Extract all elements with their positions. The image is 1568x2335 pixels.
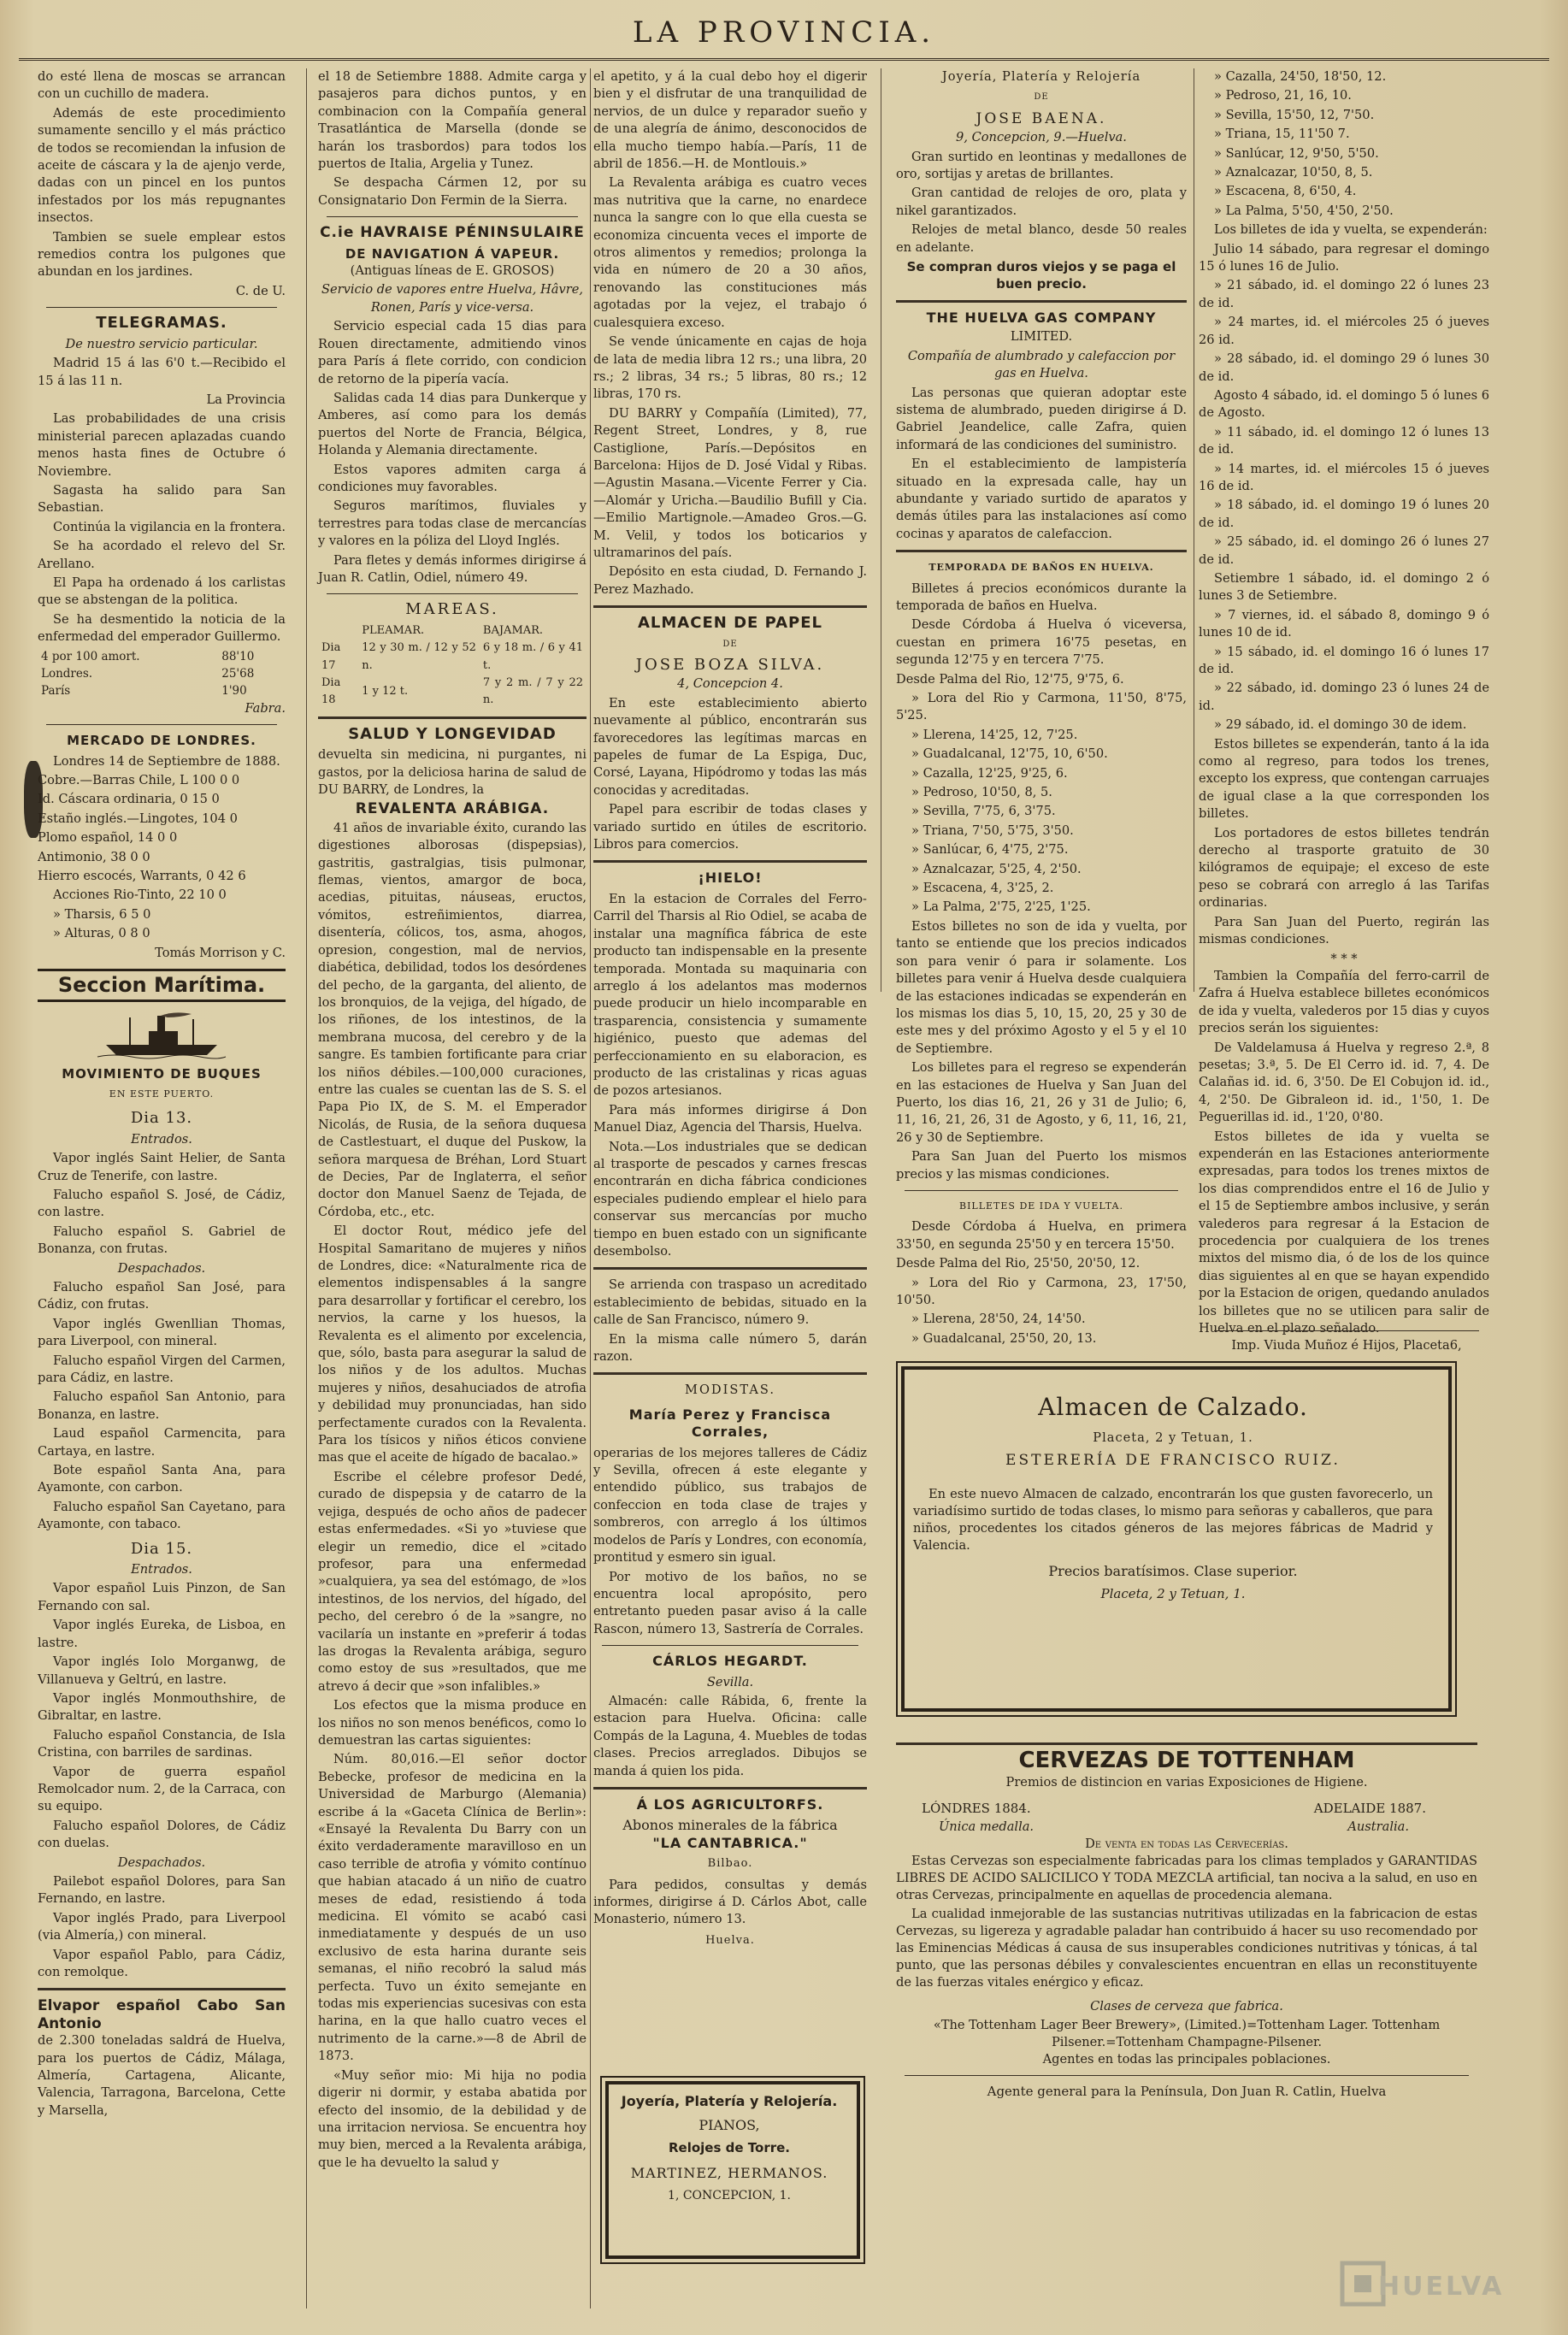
fare-line: » Aznalcazar, 5'25, 4, 2'50.: [911, 861, 1082, 876]
column-rule: [306, 68, 307, 2308]
divider: [896, 1742, 1477, 1745]
tottenham-advert: [896, 1736, 1477, 2100]
market-line: » Alturas, 0 8 0: [53, 926, 150, 941]
fare-line: » La Palma, 2'75, 2'25, 1'25.: [911, 899, 1091, 915]
telegram: El Papa ha ordenado á los carlistas que se abstengan de la politica.: [38, 575, 286, 608]
joyeria-title: Joyería, Platería y Relojería.: [621, 2093, 838, 2109]
havraise-subtitle: (Antiguas líneas de E. GROSOS): [350, 263, 555, 279]
paragraph: En este establecimiento abierto nuevamente al público, encontrarán sus favorecedores las legítimas marcas en papeles de fumar de La Espiga, Duc, Corsé, Layana, Hipódromo y todas las más conocidas y acreditadas.: [593, 695, 867, 798]
paragraph: Escribe el célebre profesor Dedé, curado de dispepsia y de catarro de la vejiga, después de ocho años de padecer estas enfermedades. «Si yo »tuviese que elegir un remedio, dice el »citado profesor, para una enfermedad »cualquiera, ya sea del estómago, de »los intestinos, de los nervios, del hígado, del pecho, del cerebro ó de la »sangre, no vacilaría un instante en »preferir á todas las drogas la Revalenta arábiga, seguro como estoy de sus »resultados, que me atrevo á decir que »son infalibles.»: [318, 1469, 587, 1694]
telegram: Se ha acordado el relevo del Sr. Arellano.: [38, 539, 286, 571]
date-line: » 11 sábado, id. el domingo 12 ó lunes 13 de id.: [1199, 424, 1489, 457]
havraise-subtitle: DE NAVIGATION Á VAPEUR.: [345, 245, 560, 262]
hegardt-title: CÁRLOS HEGARDT.: [652, 1653, 808, 1670]
ship-entry: Falucho español S. Gabriel de Bonanza, con frutas.: [38, 1224, 286, 1257]
tides-header: BAJAMAR.: [482, 623, 544, 637]
paragraph: Para San Juan del Puerto los mismos precios y las mismas condiciones.: [896, 1149, 1187, 1182]
calzado-name: ESTERERÍA DE FRANCISCO RUIZ.: [1005, 1452, 1341, 1469]
imprint-text: Imp. Viuda Muñoz é Hijos, Placeta6,: [1231, 1338, 1462, 1353]
divider: [318, 716, 587, 719]
paragraph: En la estacion de Corrales del Ferro-Carril del Tharsis al Rio Odiel, se acaba de instalar una magnífica fábrica de este producto tan indispensable en la presente temporada. Montada su maquinaria con arreglo á los adelantos mas modernos puede producir un hielo incomparable en trasparencia, consistencia y sumamente higiénico, puesto que ademas del perfeccionamiento en su elaboracion, es producto de las cristalinas y ricas aguas de pozos artesianos.: [593, 891, 867, 1099]
paragraph: devuelta sin medicina, ni purgantes, ni gastos, por la deliciosa harina de salud de DU BARRY, de Londres, la: [318, 747, 587, 798]
ship-entry: Bote español Santa Ana, para Ayamonte, con carbon.: [38, 1463, 286, 1495]
paragraph: En este nuevo Almacen de calzado, encontrarán los que gusten favorecerlo, un variadísimo surtido de todas clases, lo mismo para señoras y caballeros, que para niños, procedentes los citados géneros de las mejores fábricas de Madrid y Valencia.: [913, 1487, 1433, 1553]
rates-source: Fabra.: [245, 700, 286, 716]
baena-title: Joyería, Platería y Relojería: [941, 69, 1141, 84]
fare-line: » Sanlúcar, 12, 9'50, 5'50.: [1214, 145, 1379, 161]
market-line: Estaño inglés.—Lingotes, 104 0: [38, 811, 238, 826]
day-heading: Dia 15.: [130, 1539, 193, 1558]
date-line: Agosto 4 sábado, id. el domingo 5 ó lunes 6 de Agosto.: [1199, 387, 1489, 421]
telegrams-source: La Provincia: [206, 392, 286, 407]
rate-city: París: [41, 684, 71, 699]
paragraph: Tambien la Compañía del ferro-carril de Zafra á Huelva establece billetes económicos de ida y vuelta, valederos por 15 dias y cuyos precios serán los siguientes:: [1199, 968, 1489, 1036]
tottenham-clases-list: «The Tottenham Lager Beer Brewery», (Limited.)=Tottenham Lager. Tottenham Pilsener.=Tottenham Champagne-Pilsener.: [933, 2018, 1441, 2049]
paragraph: Núm. 80,016.—El señor doctor Bebecke, profesor de medicina en la Universidad de Marburgo (Alemania) escribe á la «Gaceta Clínica de Berlin»: «Ensayé la Revalenta Du Barry con un éxito verdaderamente maravilloso en un caso terrible de atrofia y vómito contínuo que habian atacado á un niño de cuatro meses de edad, resistiendo á toda medicina. El vómito se acabó casi inmediatamente y después de un uso exclusivo de esta harina durante seis semanas, el niño recobró la salud más perfecta. Tuvo un éxito semejante en todas mis experiencias sucesivas con esta harina, en la que hallo cuatro veces el nutrimento de la carne.»—8 de Abril de 1873.: [318, 1752, 587, 2064]
paragraph: Seguros marítimos, fluviales y terrestres para todas clase de mercancías y valores en la póliza del Lloyd Inglés.: [318, 498, 587, 549]
baena-address: 9, Concepcion, 9.—Huelva.: [956, 130, 1127, 145]
tides-header: PLEAMAR.: [362, 623, 425, 637]
ship-entry: Falucho español San Cayetano, para Ayamonte, con tabaco.: [38, 1499, 286, 1532]
paragraph: Tambien se suele emplear estos remedios contra los pulgones que abundan en los jardines.: [38, 229, 286, 280]
date-line: » 7 viernes, id. el sábado 8, domingo 9 ó lunes 10 de id.: [1199, 607, 1489, 640]
paragraph: Salidas cada 14 dias para Dunkerque y Amberes, así como para los demás puertos del Norte de Francia, Bélgica, Holanda y Alemania directamente.: [318, 390, 587, 458]
havraise-title: C.ie HAVRAISE PÉNINSULAIRE: [320, 224, 585, 242]
award-london: LÓNDRES 1884.: [922, 1801, 1031, 1816]
hegardt-city: Sevilla.: [706, 1674, 754, 1689]
date-line: » 29 sábado, id. el domingo 30 de idem.: [1214, 717, 1467, 733]
market-line: Antimonio, 38 0 0: [38, 849, 150, 864]
fare-line: » Cazalla, 12'25, 9'25, 6.: [911, 765, 1068, 781]
tides-day: Dia 18: [321, 676, 341, 707]
divider: [896, 550, 1187, 552]
divider: [327, 216, 578, 217]
award-adelaide: ADELAIDE 1887.: [1313, 1801, 1426, 1816]
calzado-address: Placeta, 2 y Tetuan, 1.: [1100, 1586, 1246, 1601]
market-line: Hierro escocés, Warrants, 0 42 6: [38, 869, 246, 884]
paragraph: Estas Cervezas son especialmente fabricadas para los climas templados y GARANTIDAS LIBRES DE ACIDO SALICILICO Y TODA MEZCLA artificial, tan nociva a la salud, en uso en otras Cervezas, principalmente en aquellas de procedencia alemana.: [896, 1854, 1477, 1902]
gas-subtitle: LIMITED.: [1010, 329, 1073, 345]
tottenham-venta: De venta en todas las Cervecerías.: [1085, 1837, 1288, 1851]
idav-title: BILLETES DE IDA Y VUELTA.: [958, 1200, 1123, 1212]
gas-subtitle: Compañía de alumbrado y calefaccion por gas en Huelva.: [907, 348, 1176, 381]
paragraph: Las personas que quieran adoptar este sistema de alumbrado, pueden dirigirse á D. Gabriel Jeandelice, calle Zafra, quien informará de las condiciones del suministro.: [896, 385, 1187, 452]
revalenta-title: REVALENTA ARÁBIGA.: [355, 800, 550, 818]
divider: [905, 2075, 1469, 2076]
ship-entry: Vapor de guerra español Remolcador num. 2, de la Carraca, con su equipo.: [38, 1764, 286, 1814]
divider: [327, 593, 578, 594]
joyeria-line: Relojes de Torre.: [669, 2140, 790, 2155]
date-line: Julio 14 sábado, para regresar el domingo 15 ó lunes 16 de Julio.: [1199, 241, 1489, 274]
paragraph: Además de este procedimiento sumamente sencillo y el más práctico de todos se recomiendan la infusion de aceite de cáscara y la de ajenjo verde, dadas con un pincel en los puntos infestados por los más repugnantes insectos.: [38, 105, 286, 226]
fare-line: » Triana, 7'50, 5'75, 3'50.: [911, 823, 1074, 838]
banos-title: TEMPORADA DE BAÑOS EN HUELVA.: [928, 562, 1154, 574]
tottenham-title: CERVEZAS DE TOTTENHAM: [1018, 1748, 1355, 1773]
column-5: [1199, 68, 1489, 1336]
market-line: Id. Cáscara ordinaria, 0 15 0: [38, 792, 220, 807]
market-line: Cobre.—Barras Chile, L 100 0 0: [38, 773, 240, 788]
paragraph: Estos billetes se expenderán, tanto á la ida como al regreso, para todos los trenes, excepto los express, que contengan carruajes de igual clase a la que corresponden los billetes.: [1199, 736, 1489, 822]
fare-line: » Sevilla, 15'50, 12, 7'50.: [1214, 107, 1375, 122]
papel-address: 4, Concepcion 4.: [677, 676, 783, 692]
cabo-text: de 2.300 toneladas saldrá de Huelva, para los puertos de Cádiz, Málaga, Almería, Cartagena, Alicante, Valencia, Tarragona, Barcelona, Cette y Marsella,: [38, 2033, 286, 2118]
divider: [602, 1645, 858, 1646]
arrivals-label: Entrados.: [131, 1131, 192, 1147]
tottenham-agentes: Agentes en todas las principales poblaciones.: [1042, 2052, 1331, 2067]
column-1: [38, 68, 286, 2308]
paragraph: En la misma calle número 5, darán razon.: [593, 1331, 867, 1365]
ship-entry: Vapor inglés Eureka, de Lisboa, en lastre.: [38, 1618, 286, 1650]
ship-entry: Vapor inglés Gwenllian Thomas, para Liverpool, con mineral.: [38, 1316, 286, 1349]
award-note: Australia.: [1347, 1819, 1409, 1834]
divider: [593, 860, 867, 863]
tides-high: 1 y 12 t.: [362, 685, 409, 699]
paragraph: Los efectos que la misma produce en los niños no son menos benéficos, como lo demuestran las cartas siguientes:: [318, 1698, 587, 1748]
baena-highlight: Se compran duros viejos y se paga el buen precio.: [906, 259, 1176, 292]
paragraph: De Valdelamusa á Huelva y regreso 2.ª, 8 pesetas; 3.ª, 5. De El Cerro id. id. 7, 4. De Calañas id. id. 6, 3'50. De El Cobujon id. id., 4, 2'50. De Gibraleon id. id., 1'50, 1. De Peguerillas id. id., 1'20, 0'80.: [1199, 1040, 1489, 1125]
paragraph: Relojes de metal blanco, desde 50 reales en adelante.: [896, 222, 1187, 255]
ship-entry: Vapor inglés Monmouthshire, de Gibraltar, en lastre.: [38, 1690, 286, 1724]
paragraph: Papel para escribir de todas clases y variado surtido en útiles de escritorio. Libros para comercios.: [593, 802, 867, 852]
agri-name: "LA CANTABRICA.": [652, 1834, 808, 1851]
paragraph: Desde Córdoba á Huelva ó viceversa, cuestan en primera 16'75 pesetas, en segunda 12'75 y en tercera 7'75.: [896, 617, 1187, 668]
date-line: » 25 sábado, id. el domingo 26 ó lunes 27 de id.: [1199, 534, 1489, 567]
paragraph: Gran surtido en leontinas y medallones de oro, sortijas y aretas de brillantes.: [896, 149, 1187, 182]
date-line: » 18 sábado, id. el domingo 19 ó lunes 20 de id.: [1199, 498, 1489, 530]
calzado-prices: Precios baratísimos. Clase superior.: [1048, 1563, 1298, 1579]
awards-row: [939, 1819, 1409, 1836]
fare-line: » Escacena, 8, 6'50, 4.: [1214, 184, 1357, 199]
date-line: » 24 martes, id. el miércoles 25 ó jueves 26 id.: [1199, 315, 1489, 347]
movement-title: MOVIMIENTO DE BUQUES: [62, 1065, 262, 1082]
paragraph: Desde Córdoba á Huelva, en primera 33'50, en segunda 25'50 y en tercera 15'50.: [896, 1219, 1187, 1252]
paragraph: Estos billetes no son de ida y vuelta, por tanto se entiende que los precios indicados son para venir ó para ir solamente. Los billetes para venir á Huelva desde cualquiera de las estaciones indicadas se expenderán en los mismas los dias 5, 10, 15, 20, 25 y 30 de este mes y del próximo Agosto y el 5 y el 10 de Septiembre.: [896, 918, 1187, 1056]
calzado-address: Placeta, 2 y Tetuan, 1.: [1093, 1430, 1253, 1445]
tides-low: 7 y 2 m. / 7 y 22 n.: [482, 676, 583, 707]
date-line: » 14 martes, id. el miércoles 15 ó jueves 16 de id.: [1199, 461, 1489, 493]
fare-line: » Triana, 15, 11'50 7.: [1214, 127, 1350, 142]
market-line: » Tharsis, 6 5 0: [53, 906, 151, 922]
imprint: [1205, 1324, 1488, 1353]
day-heading: Dia 13.: [130, 1109, 193, 1128]
paragraph: Se despacha Cármen 12, por su Consignatario Don Fermin de la Sierra.: [318, 175, 587, 208]
divider: [46, 724, 277, 725]
column-4: [896, 68, 1187, 1346]
paragraph: Estos billetes de ida y vuelta se expenderán en las Estaciones anteriormente expresadas, para todos los trenes mixtos de los dias comprendidos entre el 16 de Julio y el 15 de Septiembre ambos inclusive, y serán valederos para regresar á la Estacion de procedencia por cualquiera de los trenes mixtos del mismo dia, ó de los de los quince dias siguientes al en que se hayan expendido por la Estacion de origen, quedando anulados los billetes que no se utilicen para salir de Huelva en el plazo señalado.: [1199, 1129, 1489, 1336]
tottenham-subtitle: Premios de distincion en varias Exposiciones de Higiene.: [1005, 1775, 1368, 1790]
arrivals-label: Entrados.: [131, 1562, 192, 1577]
telegrams-title: TELEGRAMAS.: [96, 314, 227, 333]
paragraph: Se arrienda con traspaso un acreditado establecimiento de bebidas, situado en la calle de San Francisco, número 9.: [593, 1277, 867, 1328]
ship-entry: Falucho español S. José, de Cádiz, con lastre.: [38, 1187, 286, 1220]
paragraph: Los billetes de ida y vuelta, se expenderán:: [1214, 222, 1488, 238]
column-rule: [590, 68, 591, 2308]
telegram: Se ha desmentido la noticia de la enfermedad del emperador Guillermo.: [38, 611, 286, 645]
market-source: Tomás Morrison y C.: [155, 945, 286, 960]
column-2: [318, 68, 587, 2308]
paragraph: Por motivo de los baños, no se encuentra local apropósito, pero entretanto pueden pasar aviso á la calle Rascon, número 13, Sastrería de Corrales.: [593, 1569, 867, 1636]
paragraph: Estos vapores admiten carga á condiciones muy favorables.: [318, 462, 587, 494]
fare-line: » Escacena, 4, 3'25, 2.: [911, 881, 1054, 896]
awards-row: [922, 1800, 1426, 1817]
fare-line: » Cazalla, 24'50, 18'50, 12.: [1214, 69, 1387, 84]
paragraph: Se vende únicamente en cajas de hoja de lata de media libra 12 rs.; una libra, 20 rs.; 2 libras, 34 rs.; 5 libras, 80 rs.; 12 libras, 170 rs.: [593, 334, 867, 402]
paragraph: Servicio especial cada 15 dias para Rouen directamente, admitiendo vinos para París á flete corrido, con condicion de retorno de la pipería vacía.: [318, 319, 587, 386]
fare-line: Desde Palma del Rio, 25'50, 20'50, 12.: [896, 1256, 1141, 1271]
bond-label: 4 por 100 amort.: [41, 649, 140, 663]
ship-entry: Pailebot español Dolores, para San Fernando, en lastre.: [38, 1873, 286, 1907]
joyeria-line: PIANOS,: [699, 2117, 760, 2133]
tides-low: 6 y 18 m. / 6 y 41 t.: [482, 641, 583, 672]
departures-label: Despachados.: [117, 1260, 206, 1276]
havraise-subtitle: Servicio de vapores entre Huelva, Hâvre, Ronen, París y vice-versa.: [321, 282, 583, 315]
ship-entry: Falucho español Constancia, de Isla Cristina, con barriles de sardinas.: [38, 1727, 286, 1760]
movement-subtitle: EN ESTE PUERTO.: [109, 1088, 215, 1100]
fare-line: » Sevilla, 7'75, 6, 3'75.: [911, 804, 1056, 819]
papel-de: DE: [722, 639, 738, 649]
ship-icon: [97, 1009, 226, 1060]
paragraph: el 18 de Setiembre 1888. Admite carga y pasajeros para dichos puntos, y en combinacion con la Compañía general Trasatlántica de Marsella (donde se harán los trasbordos) para todos los puertos de Italia, Argelia y Tunez.: [318, 69, 587, 172]
telegrams-date: Madrid 15 á las 6'0 t.—Recibido el 15 á las 11 n.: [38, 356, 286, 388]
ship-entry: Vapor inglés Saint Helier, de Santa Cruz de Tenerife, con lastre.: [38, 1151, 286, 1183]
divider: [46, 307, 277, 308]
bond-value: 88'10: [221, 649, 255, 663]
paragraph: DU BARRY y Compañía (Limited), 77, Regent Street, Londres, y 8, rue Castiglione, París.—Depósitos en Barcelona: Hijos de D. José Vidal y Ribas. —Agustin Masana.—Vicente Ferrer y Cia.—Alomár y Uricha.—Baudilio Bufill y Cia.—Emilio Martignole.—Amadeo Gros.—G. M. Velil, y todos los boticarios y ultramarinos del país.: [593, 405, 867, 560]
fare-line: » Guadalcanal, 12'75, 10, 6'50.: [911, 746, 1108, 762]
agri-title: Á LOS AGRICULTORFS.: [636, 1795, 824, 1813]
library-watermark: [1337, 2232, 1542, 2318]
paragraph: Gran cantidad de relojes de oro, plata y nikel garantizados.: [896, 186, 1187, 218]
date-line: Setiembre 1 sábado, id. el domingo 2 ó lunes 3 de Setiembre.: [1199, 570, 1489, 604]
tottenham-clases: Clases de cerveza que fabrica.: [1090, 1999, 1283, 2014]
market-date: Londres 14 de Septiembre de 1888.: [53, 753, 280, 769]
fare-line: » Llerena, 28'50, 24, 14'50.: [911, 1312, 1086, 1327]
telegram: Continúa la vigilancia en la frontera.: [53, 519, 286, 534]
baena-name: JOSE BAENA.: [976, 109, 1107, 127]
baena-de: DE: [1034, 92, 1049, 103]
divider: [38, 1988, 286, 1990]
cabo-title: Elvapor español Cabo San Antonio: [38, 1997, 286, 2032]
papel-name: JOSE BOZA SILVA.: [635, 656, 825, 674]
calzado-advert: [913, 1375, 1433, 1604]
date-line: » 28 sábado, id. el domingo 29 ó lunes 30 de id.: [1199, 351, 1489, 384]
paragraph: Para fletes y demás informes dirigirse á Juan R. Catlin, Odiel, número 49.: [318, 552, 587, 585]
divider: [896, 300, 1187, 303]
ship-entry: Vapor inglés Iolo Morganwg, de Villanueva y Geltrú, en lastre.: [38, 1654, 286, 1687]
modistas-title: MODISTAS.: [685, 1383, 775, 1398]
ship-entry: Falucho español Virgen del Carmen, para Cádiz, en lastre.: [38, 1353, 286, 1385]
fare-line: » Llerena, 14'25, 12, 7'25.: [911, 727, 1078, 742]
stars-separator: * * *: [1330, 951, 1358, 966]
joyeria-line: 1, CONCEPCION, 1.: [668, 2189, 791, 2202]
date-line: » 21 sábado, id. el domingo 22 ó lunes 23 de id.: [1199, 278, 1489, 310]
ship-entry: Vapor inglés Prado, para Liverpool (via Almería,) con mineral.: [38, 1910, 286, 1943]
paragraph: La Revalenta arábiga es cuatro veces mas nutritiva que la carne, no enardece nunca la sangre con lo que ella cuesta se economiza cincuenta veces el importe de otros alimentos y remedios; prolonga la vida en número de 20 a 30 años, renovando las constituciones más agotadas por la vejez, el trabajo ó cualesquiera exceso.: [593, 175, 867, 330]
divider: [593, 1267, 867, 1270]
masthead-rule: [19, 58, 1549, 61]
tides-title: MAREAS.: [405, 600, 499, 619]
award-note: Única medalla.: [939, 1819, 1035, 1834]
masthead-title: LA PROVINCIA.: [632, 15, 936, 50]
tides-table: [318, 622, 587, 710]
paragraph: Billetes á precios económicos durante la temporada de baños en Huelva.: [896, 581, 1187, 613]
fare-line: » Lora del Rio y Carmona, 23, 17'50, 10'50.: [896, 1275, 1187, 1307]
paragraph: «Muy señor mio: Mi hija no podia digerir ni dormir, y estaba abatida por efecto del insomio, de la debilidad y de una irritacion nerviosa. Se encuentra hoy muy bien, merced a la Revalenta arábiga, que le ha devuelto la salud y: [318, 2067, 587, 2170]
divider: [593, 1787, 867, 1790]
agri-city: Huelva.: [705, 1933, 755, 1947]
divider: [593, 1372, 867, 1375]
hielo-title: ¡HIELO!: [698, 870, 763, 887]
rate-value: 25'68: [221, 667, 255, 681]
fare-line: » Pedroso, 10'50, 8, 5.: [911, 785, 1052, 800]
ship-entry: Falucho español San Antonio, para Bonanza, en lastre.: [38, 1389, 286, 1422]
tottenham-agente: Agente general para la Península, Don Juan R. Catlin, Huelva: [987, 2084, 1387, 2099]
market-line: Acciones Rio-Tinto, 22 10 0: [53, 887, 227, 903]
paragraph: La cualidad inmejorable de las sustancias nutritivas utilizadas en la fabricacion de estas Cervezas, su ligereza y agradable paladar han contribuido á hacer su uso recomendado por las Eminencias Médicas á causa de sus insuperables condiciones nutritivas y tónicas, á tal punto, que las personas débiles y convalescientes encuentran en ellas un reconstituyente de las fuerzas vitales enérgico y eficaz.: [896, 1907, 1477, 1990]
market-title: MERCADO DE LONDRES.: [67, 733, 256, 749]
paragraph: Los billetes para el regreso se expenderán en las estaciones de Huelva y San Juan del Puerto, los dias 16, 21, 26 y 31 de Julio; 6, 11, 16, 21, 26, 31 de Agosto, y 6, 11, 16, 21, 26 y 30 de Septiembre.: [896, 1060, 1187, 1145]
paragraph: Para más informes dirigirse á Don Manuel Diaz, Agencia del Tharsis, Huelva.: [593, 1102, 867, 1135]
agri-subtitle: Abonos minerales de la fábrica: [622, 1817, 838, 1834]
paragraph: El doctor Rout, médico jefe del Hospital Samaritano de mujeres y niños de Londres, dice: «Naturalmente rica de elementos indispensables á la sangre para desarrollar y fortificar el cerebro, los nervios, la carne y los huesos, la Revalenta es el alimento por excelencia, que, sólo, basta para asegurar la salud de los niños y de los adultos. Muchas mujeres y niños, desahuciados de atrofia y debilidad muy pronunciadas, han sido perfectamente curados con la Revalenta. Para los tísicos y niños éticos conviene mas que el aceite de hígado de bacalao.»: [318, 1224, 587, 1465]
salud-title: SALUD Y LONGEVIDAD: [348, 724, 557, 743]
calzado-title: Almacen de Calzado.: [1038, 1393, 1308, 1421]
modistas-name: María Perez y Francisca Corrales,: [628, 1406, 832, 1441]
paragraph: Depósito en esta ciudad, D. Fernando J. Perez Mazhado.: [593, 564, 867, 597]
joyeria-advert: [612, 2086, 846, 2204]
gas-title: THE HUELVA GAS COMPANY: [926, 309, 1157, 326]
exchange-rates: [38, 648, 286, 700]
agri-city: Bilbao.: [707, 1857, 753, 1871]
fare-line: » Sanlúcar, 6, 4'75, 2'75.: [911, 842, 1069, 858]
paragraph: Para pedidos, consultas y demás informes, dirigirse á D. Cárlos Abot, calle Monasterio, número 13.: [593, 1877, 867, 1927]
paragraph: operarias de los mejores talleres de Cádiz y Sevilla, ofrecen á este elegante y entendido público, sus trabajos de confeccion en toda clase de trajes y sombreros, con arreglo á los últimos modelos de París y Londres, con economía, prontitud y esmero sin igual.: [593, 1445, 867, 1566]
fare-line: » Lora del Rio y Carmona, 11'50, 8'75, 5'25.: [896, 691, 1187, 723]
column-3: [593, 68, 867, 2308]
section-title: Seccion Marítima.: [38, 969, 286, 1001]
paragraph: el apetito, y á la cual debo hoy el digerir bien y el disfrutar de una tranquilidad de nervios, de un dulce y reparador sueño y de una alegría de ánimo, desconocidos de ella mucho tiempo había.—París, 11 de abril de 1856.—H. de Montlouis.»: [593, 69, 867, 172]
date-line: » 15 sábado, id. el domingo 16 ó lunes 17 de id.: [1199, 644, 1489, 676]
rate-city: Londres.: [41, 667, 93, 681]
departures-label: Despachados.: [117, 1854, 206, 1870]
signature: C. de U.: [235, 283, 286, 298]
tides-day: Dia 17: [321, 641, 341, 672]
paragraph: Nota.—Los industriales que se dedican al trasporte de pescados y carnes frescas encontrarán en dicha fábrica condiciones especiales pudiendo emplear el hielo para conservar sus mercancías por mucho tiempo en buen estado con un significante desembolso.: [593, 1139, 867, 1259]
fare-line: » Aznalcazar, 10'50, 8, 5.: [1214, 165, 1373, 180]
fare-line: » Pedroso, 21, 16, 10.: [1214, 88, 1352, 103]
telegram: Sagasta ha salido para San Sebastian.: [38, 482, 286, 516]
paragraph: do esté llena de moscas se arrancan con un cuchillo de madera.: [38, 69, 286, 102]
rate-value: 1'90: [221, 684, 247, 699]
date-line: » 22 sábado, id. domingo 23 ó lunes 24 de id.: [1199, 681, 1489, 713]
divider: [593, 605, 867, 608]
paragraph: 41 años de invariable éxito, curando las digestiones alborosas (dispepsias), gastritis, gastralgias, tisis pulmonar, flemas, vientos, amargor de boca, acedias, pituitas, náuseas, eructos, vómitos, estreñimientos, diarrea, disentería, cólicos, tos, asma, ahogos, opresion, congestion, mal de nervios, diabética, debilidad, todos los desórdenes del pecho, de la garganta, del aliento, de los bronquios, de la vejiga, del hígado, de los riñones, de los intestinos, de la membrana mucosa, del cerebro y de la sangre. Es tambien fortificante para criar los niños débiles.—100,000 curaciones, entre las cuales se cuentan las de S. S. el Papa Pio IX, de S. M. el Emperador Nicolás, de Rusia, de la señora duquesa de Castlestuart, el duque del Puskow, la señora marquesa de Bréhan, Lord Stuart de Decies, Par de Inglaterra, el señor doctor don Manuel Saenz de Tejada, de Córdoba, etc., etc.: [318, 820, 587, 1219]
fare-line: Desde Palma del Rio, 12'75, 9'75, 6.: [896, 671, 1124, 687]
paragraph: Para San Juan del Puerto, regirán las mismas condiciones.: [1199, 914, 1489, 947]
paragraph: Los portadores de estos billetes tendrán derecho al trasporte gratuito de 30 kilógramos de equipaje; el exceso de este peso se cobrará con arreglo á las Tarifas ordinarias.: [1199, 825, 1489, 911]
ship-entry: Falucho español San José, para Cádiz, con frutas.: [38, 1279, 286, 1312]
fare-line: » La Palma, 5'50, 4'50, 2'50.: [1214, 203, 1394, 218]
ship-entry: Vapor español Pablo, para Cádiz, con remolque.: [38, 1947, 286, 1979]
divider: [1214, 1330, 1479, 1331]
paragraph: Almacén: calle Rábida, 6, frente la estacion para Huelva. Oficina: calle Compás de la Laguna, 4. Muebles de todas clases. Precios arreglados. Dibujos se manda á quien los pida.: [593, 1693, 867, 1778]
telegrams-subtitle: De nuestro servicio particular.: [65, 336, 258, 351]
fare-line: » Guadalcanal, 25'50, 20, 13.: [911, 1330, 1097, 1346]
divider: [905, 1190, 1178, 1191]
joyeria-line: MARTINEZ, HERMANOS.: [630, 2165, 828, 2181]
ship-entry: Falucho español Dolores, de Cádiz con duelas.: [38, 1818, 286, 1851]
market-line: Plomo español, 14 0 0: [38, 830, 178, 846]
watermark-label: HUELVA: [1378, 2272, 1505, 2302]
telegram: Las probabilidades de una crisis ministerial parecen aplazadas cuando menos hasta fines de Octubre ó Noviembre.: [38, 411, 286, 479]
papel-title: ALMACEN DE PAPEL: [637, 614, 822, 633]
tides-high: 12 y 30 m. / 12 y 52 n.: [362, 641, 476, 672]
ship-entry: Laud español Carmencita, para Cartaya, en lastre.: [38, 1426, 286, 1459]
ship-entry: Vapor español Luis Pinzon, de San Fernando con sal.: [38, 1581, 286, 1613]
paragraph: En el establecimiento de lampistería situado en la expresada calle, hay un abundante y variado surtido de aparatos y demás útiles para las instalaciones así como cocinas y aparatos de calefaccion.: [896, 457, 1187, 541]
